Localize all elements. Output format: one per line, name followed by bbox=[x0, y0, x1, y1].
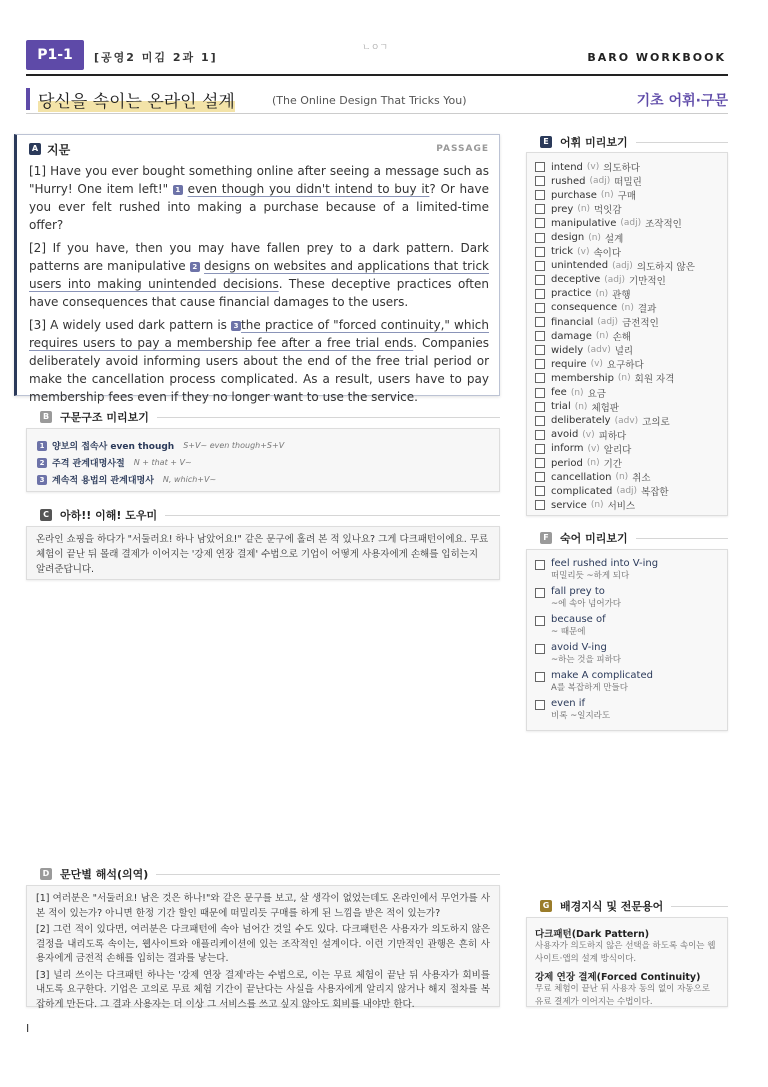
vocab-meaning: 먹잇감 bbox=[594, 205, 622, 217]
vocab-checkbox[interactable] bbox=[535, 402, 545, 412]
vocab-heading-label: 어휘 미리보기 bbox=[560, 136, 628, 149]
background-heading-label: 배경지식 및 전문용어 bbox=[560, 900, 664, 913]
phrase-meaning: ~ 때문에 bbox=[551, 627, 586, 637]
vocab-checkbox[interactable] bbox=[535, 233, 545, 243]
vocab-item bbox=[535, 371, 719, 385]
vocab-checkbox[interactable] bbox=[535, 416, 545, 426]
vocab-pos: (n) bbox=[590, 500, 604, 511]
vocab-checkbox[interactable] bbox=[535, 190, 545, 200]
vocab-pos: (n) bbox=[577, 204, 591, 215]
vocab-word: widely bbox=[551, 344, 584, 356]
phrase-box bbox=[526, 549, 728, 731]
vocab-word: prey bbox=[551, 203, 574, 215]
vocab-word: require bbox=[551, 358, 587, 370]
vocab-meaning: 요금 bbox=[587, 388, 606, 400]
vocab-checkbox[interactable] bbox=[535, 458, 545, 468]
vocab-word: complicated bbox=[551, 485, 613, 497]
vocab-item bbox=[535, 456, 719, 470]
vocab-item bbox=[535, 329, 719, 343]
vocab-meaning: 널리 bbox=[614, 346, 634, 358]
vocab-word: consequence bbox=[551, 302, 618, 314]
vocab-word: financial bbox=[551, 316, 594, 328]
vocab-pos: (n) bbox=[600, 190, 614, 201]
vocab-word: rushed bbox=[551, 175, 586, 187]
structure-number: 2 bbox=[37, 458, 47, 468]
vocab-word: inform bbox=[551, 443, 584, 455]
phrase-meaning: 비록 ~일지라도 bbox=[551, 711, 611, 721]
structure-formula: S+V~ even though+S+V bbox=[183, 441, 285, 450]
vocab-pos: (v) bbox=[577, 246, 590, 257]
vocab-heading bbox=[540, 134, 728, 150]
vocab-checkbox[interactable] bbox=[535, 345, 545, 355]
vocab-pos: (n) bbox=[615, 472, 629, 483]
paragraph-text: . These deceptive practices often have consequences that cause financial damages to the users. bbox=[29, 277, 489, 309]
vocab-word: cancellation bbox=[551, 471, 612, 483]
page-header bbox=[26, 40, 728, 76]
title-accent-bar bbox=[26, 88, 30, 110]
background-box bbox=[526, 917, 728, 1007]
vocab-meaning: 의도하지 않은 bbox=[636, 261, 695, 273]
vocab-item bbox=[535, 414, 719, 428]
vocab-pos: (adv) bbox=[614, 415, 639, 426]
highlighted-phrase: the practice of "forced continuity," which requires users to pay a membership fee after a free trial ends bbox=[29, 318, 489, 350]
vocab-pos: (adv) bbox=[587, 345, 611, 356]
vocab-meaning: 체험판 bbox=[591, 402, 619, 414]
passage-paragraph-1 bbox=[29, 162, 489, 234]
phrase-english: make A complicated bbox=[551, 670, 653, 681]
vocab-meaning: 피하다 bbox=[598, 430, 627, 442]
vocab-item bbox=[535, 174, 719, 188]
background-description: 무료 체험이 끝난 뒤 사용자 동의 없이 자동으로 유료 결제가 이어지는 수법이다. bbox=[535, 984, 710, 1007]
vocab-meaning: 서비스 bbox=[607, 501, 636, 513]
vocab-pos: (n) bbox=[586, 458, 600, 469]
vocab-pos: (n) bbox=[588, 232, 601, 243]
vocab-checkbox[interactable] bbox=[535, 317, 545, 327]
vocab-checkbox[interactable] bbox=[535, 218, 545, 228]
vocab-pos: (n) bbox=[595, 331, 609, 342]
background-term: 강제 연장 결제(Forced Continuity) bbox=[535, 972, 701, 983]
structure-item bbox=[37, 471, 489, 488]
vocab-meaning: 알리다 bbox=[603, 444, 632, 456]
vocab-word: design bbox=[551, 232, 585, 244]
aha-badge: C bbox=[40, 509, 52, 521]
vocab-pos: (adj) bbox=[597, 317, 619, 328]
vocab-item bbox=[535, 230, 719, 244]
vocab-checkbox[interactable] bbox=[535, 275, 545, 285]
vocab-meaning: 기만적인 bbox=[629, 275, 666, 287]
vocab-meaning: 고의로 bbox=[642, 416, 670, 428]
vocab-pos: (v) bbox=[587, 443, 600, 454]
vocab-checkbox[interactable] bbox=[535, 176, 545, 186]
unit-tag: P1-1 bbox=[26, 40, 84, 70]
vocab-item bbox=[535, 160, 719, 174]
paragraph-text: . Companies deliberately avoid informing users about the end of the free trial period or make the cancellation process complicated. As a result, users have to pay membership fees even if they no longer want to use the service. bbox=[29, 336, 490, 404]
interpretation-paragraph: [2] 그런 적이 있다면, 여러분은 다크패턴에 속아 넘어간 것일 수도 있다. 다크패턴은 사용자가 의도하지 않은 결정을 내리도록 속이는, 웹사이트와 애플리케이션에 있는 조작적인 설계이다. 이런 기만적인 관행은 흔히 사용자에게 금전적 손해를 입히는 결과를 낳는다. bbox=[36, 924, 490, 964]
structure-heading-label: 구문구조 미리보기 bbox=[60, 411, 149, 424]
vocab-box bbox=[526, 152, 728, 516]
interpretation-heading-label: 문단별 해석(의역) bbox=[60, 868, 149, 881]
vocab-pos: (adj) bbox=[589, 176, 611, 187]
vocab-meaning: 기간 bbox=[603, 459, 622, 471]
vocab-pos: (adj) bbox=[612, 260, 633, 271]
vocab-pos: (n) bbox=[617, 373, 631, 384]
interpretation-heading bbox=[40, 866, 500, 882]
phrase-checkbox[interactable] bbox=[535, 560, 545, 570]
vocab-word: period bbox=[551, 457, 583, 469]
paragraph-number: [2] bbox=[29, 241, 46, 255]
interpretation-box bbox=[26, 885, 500, 1010]
vocab-checkbox[interactable] bbox=[535, 430, 545, 440]
structure-heading bbox=[40, 409, 500, 425]
phrase-checkbox[interactable] bbox=[535, 700, 545, 710]
structure-label: 주격 관계대명사절 bbox=[52, 459, 125, 469]
phrase-item bbox=[535, 642, 719, 670]
vocab-pos: (adj) bbox=[620, 218, 642, 229]
passage-paragraph-3 bbox=[29, 316, 489, 406]
paragraph-text: Have you ever bought something online after seeing a message such as "Hurry! One item left!" bbox=[29, 164, 489, 196]
vocab-word: avoid bbox=[551, 429, 579, 441]
phrase-meaning: A를 복잡하게 만들다 bbox=[551, 683, 628, 693]
vocab-meaning: 떠밀린 bbox=[614, 177, 642, 189]
page-mark: ㄴㅇㄱ bbox=[362, 43, 389, 53]
structure-number: 3 bbox=[37, 475, 47, 485]
vocab-meaning: 회원 자격 bbox=[634, 374, 675, 386]
vocab-item bbox=[535, 188, 719, 202]
structure-item bbox=[37, 437, 489, 454]
vocab-item bbox=[535, 498, 719, 512]
vocab-pos: (n) bbox=[570, 387, 584, 398]
vocab-checkbox[interactable] bbox=[535, 373, 545, 383]
title-row bbox=[26, 86, 728, 114]
title-korean: 당신을 속이는 온라인 설계 bbox=[38, 87, 235, 112]
vocab-word: manipulative bbox=[551, 217, 617, 229]
divider bbox=[636, 142, 728, 143]
background-term: 다크패턴(Dark Pattern) bbox=[535, 929, 650, 940]
structure-number: 1 bbox=[37, 441, 47, 451]
vocab-checkbox[interactable] bbox=[535, 162, 545, 172]
vocab-checkbox[interactable] bbox=[535, 289, 545, 299]
section-category: 기초 어휘·구문 bbox=[636, 93, 728, 109]
vocab-checkbox[interactable] bbox=[535, 261, 545, 271]
divider bbox=[636, 538, 728, 539]
vocab-item bbox=[535, 386, 719, 400]
page-number: I bbox=[26, 1022, 30, 1035]
passage-box bbox=[14, 134, 500, 404]
vocab-word: membership bbox=[551, 372, 614, 384]
phrase-badge: F bbox=[540, 532, 552, 544]
vocab-meaning: 설계 bbox=[604, 233, 624, 245]
vocab-item bbox=[535, 470, 719, 484]
aha-text: 온라인 쇼핑을 하다가 "서둘러요! 하나 남았어요!" 같은 문구에 홀려 본 적 있나요? 그게 다크패턴이에요. 무료 체험이 끝난 뒤 몰래 결제가 이어지는 '강제 연장 결제' 수법으로 기업이 어떻게 사용자에게 손해를 입히는지 알려준답니다. bbox=[36, 534, 489, 575]
phrase-english: because of bbox=[551, 614, 606, 625]
phrase-english: feel rushed into V-ing bbox=[551, 558, 659, 569]
vocab-word: service bbox=[551, 499, 587, 511]
phrase-checkbox[interactable] bbox=[535, 616, 545, 626]
interpretation-paragraph: [3] 널리 쓰이는 다크패턴 하나는 '강제 연장 결제'라는 수법으로, 이는 무료 체험이 끝난 뒤 사용자가 회비를 내도록 요구한다. 기업은 고의로 무료 체험 기간이 끝난다는 사실을 사용자에게 알리지 않거나 해지 절차를 복잡하게 만든다. 그 결과 사용자는 더 이상 그 서비스를 쓰고 싶지 않아도 회비를 내야만 한다. bbox=[36, 969, 490, 1010]
passage-paragraph-2 bbox=[29, 239, 489, 311]
unit-source: [공영2 미김 2과 1] bbox=[94, 51, 218, 64]
phrase-heading bbox=[540, 530, 728, 546]
vocab-checkbox[interactable] bbox=[535, 486, 545, 496]
phrase-checkbox[interactable] bbox=[535, 588, 545, 598]
vocab-meaning: 손해 bbox=[612, 332, 631, 344]
vocab-meaning: 요구하다 bbox=[606, 360, 644, 372]
aha-heading bbox=[40, 507, 500, 523]
vocab-word: damage bbox=[551, 330, 592, 342]
phrase-checkbox[interactable] bbox=[535, 644, 545, 654]
structure-label: 양보의 접속사 even though bbox=[52, 442, 175, 452]
vocab-word: practice bbox=[551, 288, 592, 300]
structure-formula: N + that + V~ bbox=[133, 458, 192, 467]
phrase-item bbox=[535, 586, 719, 614]
phrase-english: fall prey to bbox=[551, 586, 605, 597]
divider bbox=[165, 515, 500, 516]
vocab-pos: (n) bbox=[621, 302, 634, 313]
vocab-meaning: 구매 bbox=[617, 191, 636, 203]
vocab-item bbox=[535, 301, 719, 315]
structure-badge: B bbox=[40, 411, 52, 423]
vocab-word: purchase bbox=[551, 189, 597, 201]
vocab-checkbox[interactable] bbox=[535, 500, 545, 510]
vocab-item bbox=[535, 202, 719, 216]
vocab-word: fee bbox=[551, 387, 567, 399]
vocab-meaning: 복잡한 bbox=[641, 487, 669, 499]
vocab-item bbox=[535, 484, 719, 498]
vocab-checkbox[interactable] bbox=[535, 303, 545, 313]
vocab-word: deliberately bbox=[551, 415, 611, 427]
vocab-meaning: 결과 bbox=[637, 303, 657, 315]
phrase-item bbox=[535, 698, 719, 726]
aha-box bbox=[26, 526, 500, 580]
vocab-item bbox=[535, 273, 719, 287]
vocab-item bbox=[535, 357, 719, 371]
paragraph-text: If you have, then you may have fallen prey to a dark pattern. Dark patterns are manipulative bbox=[29, 241, 489, 273]
vocab-pos: (n) bbox=[595, 288, 609, 299]
vocab-word: trick bbox=[551, 246, 574, 258]
vocab-item bbox=[535, 245, 719, 259]
aha-heading-label: 아하!! 이해! 도우미 bbox=[60, 509, 158, 522]
structure-formula: N, which+V~ bbox=[162, 475, 217, 484]
structure-item bbox=[37, 454, 489, 471]
phrase-checkbox[interactable] bbox=[535, 672, 545, 682]
vocab-pos: (adj) bbox=[604, 274, 626, 285]
paragraph-number: [3] bbox=[29, 318, 46, 332]
vocab-meaning: 조작적인 bbox=[645, 219, 682, 231]
phrase-meaning: ~에 속아 넘어가다 bbox=[551, 599, 622, 609]
vocab-word: unintended bbox=[551, 260, 609, 272]
phrase-english: even if bbox=[551, 698, 586, 709]
vocab-word: intend bbox=[551, 161, 583, 173]
structure-marker: 2 bbox=[190, 262, 200, 272]
highlighted-phrase: even though you didn't intend to buy it bbox=[187, 182, 430, 196]
phrase-meaning: ~하는 것을 피하다 bbox=[551, 655, 622, 665]
vocab-item bbox=[535, 428, 719, 442]
vocab-checkbox[interactable] bbox=[535, 204, 545, 214]
vocab-meaning: 금전적인 bbox=[622, 318, 659, 330]
vocab-item bbox=[535, 343, 719, 357]
divider bbox=[671, 906, 728, 907]
vocab-pos: (v) bbox=[582, 429, 595, 440]
phrase-meaning: 떠밀리듯 ~하게 되다 bbox=[551, 571, 630, 581]
vocab-badge: E bbox=[540, 136, 552, 148]
vocab-word: deceptive bbox=[551, 274, 601, 286]
vocab-checkbox[interactable] bbox=[535, 331, 545, 341]
vocab-pos: (v) bbox=[590, 359, 603, 370]
phrase-item bbox=[535, 670, 719, 698]
vocab-checkbox[interactable] bbox=[535, 444, 545, 454]
paragraph-text: ? Or have you ever felt rushed into making a purchase because of a limited-time offer? bbox=[29, 182, 489, 232]
vocab-checkbox[interactable] bbox=[535, 359, 545, 369]
highlighted-phrase: designs on websites and applications that trick users into making unintended decisions bbox=[29, 259, 490, 291]
paragraph-number: [1] bbox=[29, 164, 46, 178]
vocab-item bbox=[535, 400, 719, 414]
phrase-heading-label: 숙어 미리보기 bbox=[560, 532, 628, 545]
background-badge: G bbox=[540, 900, 552, 912]
background-heading bbox=[540, 898, 728, 914]
paragraph-text: A widely used dark pattern is bbox=[50, 318, 232, 332]
phrase-item bbox=[535, 614, 719, 642]
vocab-pos: (v) bbox=[586, 162, 600, 173]
phrase-english: avoid V-ing bbox=[551, 642, 607, 653]
vocab-meaning: 속이다 bbox=[593, 247, 621, 259]
vocab-checkbox[interactable] bbox=[535, 247, 545, 257]
structure-box bbox=[26, 428, 500, 492]
structure-marker: 3 bbox=[231, 321, 241, 331]
vocab-meaning: 취소 bbox=[632, 473, 651, 485]
vocab-word: trial bbox=[551, 401, 571, 413]
brand-name: BARO WORKBOOK bbox=[587, 51, 726, 64]
passage-heading bbox=[29, 141, 489, 157]
passage-heading-label: 지문 bbox=[47, 142, 71, 157]
passage-badge: A bbox=[29, 143, 41, 155]
vocab-item bbox=[535, 259, 719, 273]
vocab-item bbox=[535, 442, 719, 456]
interpretation-badge: D bbox=[40, 868, 52, 880]
vocab-item bbox=[535, 216, 719, 230]
vocab-pos: (n) bbox=[574, 401, 588, 412]
vocab-meaning: 관행 bbox=[612, 289, 631, 301]
divider bbox=[157, 417, 500, 418]
passage-label: PASSAGE bbox=[436, 144, 489, 154]
vocab-meaning: 의도하다 bbox=[603, 163, 640, 175]
vocab-checkbox[interactable] bbox=[535, 388, 545, 398]
vocab-checkbox[interactable] bbox=[535, 472, 545, 482]
interpretation-paragraph: [1] 여러분은 "서둘러요! 남은 것은 하나!"와 같은 문구를 보고, 살 생각이 없었는데도 온라인에서 무언가를 사 본 적이 있는가? 아니면 한정 기간 할인 때문에 떠밀리듯 구매를 하게 된 느낌을 받은 적이 있는가? bbox=[36, 893, 490, 919]
divider bbox=[156, 874, 500, 875]
structure-marker: 1 bbox=[173, 185, 183, 195]
title-english: (The Online Design That Tricks You) bbox=[272, 94, 467, 107]
phrase-item bbox=[535, 558, 719, 586]
vocab-pos: (adj) bbox=[616, 486, 638, 497]
vocab-item bbox=[535, 315, 719, 329]
structure-label: 계속적 용법의 관계대명사 bbox=[52, 476, 154, 486]
background-description: 사용자가 의도하지 않은 선택을 하도록 속이는 웹사이트·앱의 설계 방식이다. bbox=[535, 941, 716, 964]
vocab-item bbox=[535, 287, 719, 301]
